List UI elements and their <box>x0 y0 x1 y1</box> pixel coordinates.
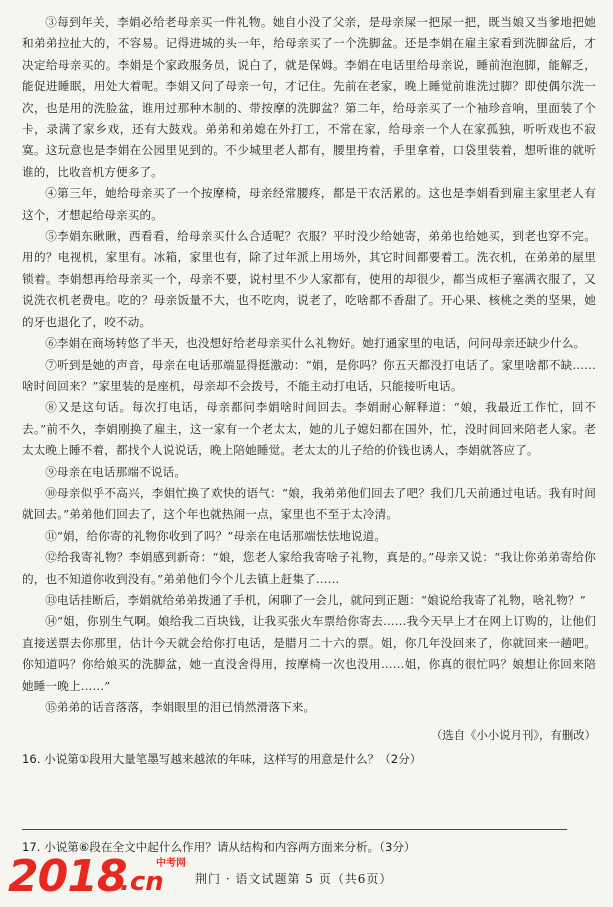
watermark-label: 中考网 <box>156 858 186 869</box>
paragraph-15: ⑮弟弟的话音落落，李娟眼里的泪已悄然滑落下来。 <box>45 700 316 714</box>
paragraph-6: ⑥李娟在商场转悠了半天，也没想好给老母亲买什么礼物好。她打通家里的电话，问问母亲还缺少什么。 <box>45 336 586 351</box>
paragraph-11: ⑪“娟，给你寄的礼物你收到了吗？”母亲在电话那端怯怯地说道。 <box>45 528 387 543</box>
paragraph-14: ⑭“姐，你别生气啊。娘给我二百块钱，让我买张火车票给你寄去……我今天早上才在网上订购的，让他们直接送票去你那里，估计今天就会给你打电话，是腊月二十六的票。姐，你几年没回来了，你就回来一趟吧。你知道吗？你给娘买的洗脚盆，她一直没舍得用，按摩椅一次也没用……姐，你真的很忙吗？娘想让你回来陪她睡一晚上……” <box>22 614 596 693</box>
source-citation: （选自《小小说月刊》，有删改） <box>430 728 596 743</box>
exam-page <box>22 12 596 770</box>
answer-line-divider <box>22 829 567 830</box>
paragraph-13: ⑬电话挂断后，李娟就给弟弟拨通了手机，闲聊了一会儿，就问到正题：“娘说给我寄了礼物，啥礼物？” <box>45 592 586 607</box>
site-watermark-logo <box>8 852 198 904</box>
paragraph-12: ⑫给我寄礼物？李娟感到新奇：“娘，您老人家给我寄啥子礼物，真是的。”母亲又说：“我让你弟弟寄给你的，也不知道你收到没有。”弟弟他们今个儿去镇上赶集了…… <box>22 550 596 586</box>
paragraph-7: ⑦听到是她的声音，母亲在电话那端显得挺激动：“娟，是你吗？你五天都没打电话了。家里啥都不缺……啥时间回来？”家里装的是座机，母亲却不会拨号，不能主动打电话，只能接听电话。 <box>22 357 596 393</box>
watermark-domain: .cn <box>120 867 164 897</box>
watermark-brand: 2018 <box>8 851 127 902</box>
page-footer: 荆门 · 语文试题第 5 页（共6页） <box>195 872 393 886</box>
paragraph-3: ③每到年关，李娟必给老母亲买一件礼物。她自小没了父亲，是母亲屎一把尿一把，既当娘又当爹地把她和弟弟拉扯大的，不容易。记得进城的头一年，给母亲买了一个洗脚盆。还是李娟在雇主家看到洗脚盆后，才决定给母亲买的。李娟是个家政服务员，说白了，就是保姆。李娟在电话里给母亲说，睡前泡泡脚，能解乏，能促进睡眠，用处大着呢。李娟又问了母亲一句，才记住。先前在老家，晚上睡觉前谁洗过脚？即使偶尔洗一次，也是用的洗脸盆，谁用过那种木制的、带按摩的洗脚盆？第二年，给母亲买了一个袖珍音响，里面装了个卡，录满了家乡戏，还有大鼓戏。弟弟和弟媳在外打工，不常在家，给母亲一个人在家孤独，听听戏也不寂寞。这玩意也是李娟在公园里见到的。不少城里老人都有，腰里挎着，手里拿着，口袋里装着，想听谁的就听谁的，比收音机方便多了。 <box>22 15 596 179</box>
paragraph-8: ⑧又是这句话。每次打电话，母亲都问李娟啥时间回去。李娟耐心解释道：“娘，我最近工作忙，回不去。”前不久，李娟刚换了雇主，这一家有一个老太太，她的儿子媳妇都在国外，忙，没时间回来陪老人家。老太太晚上睡不着，都找个人说说话，晚上陪她睡觉。老太太的儿子给的价钱也诱人，李娟就答应了。 <box>22 400 596 458</box>
paragraph-10: ⑩母亲似乎不高兴，李娟忙换了欢快的语气：“娘，我弟弟他们回去了吧？我们几天前通过电话。我有时间就回去。”弟弟他们回去了，这个年也就热闹一点，家里也不至于太冷清。 <box>22 485 596 522</box>
paragraph-5: ⑤李娟东瞅瞅，西看看，给母亲买什么合适呢？衣服？平时没少给她寄，弟弟也给她买，到老也穿不完。用的？电视机，家里有。冰箱，家里也有，除了过年派上用场外，其它时间都要着工。洗衣机，在弟弟的屋里锁着。李娟想再给母亲买一个，母亲不要，说村里不少人家都有，使用的却很少，都当成柜子塞满衣服了，又说洗衣机老费电。吃的？母亲饭量不大，也不吃肉，说老了，吃啥都不香甜了。开心果、核桃之类的坚果，她的牙也退化了，咬不动。 <box>22 229 596 329</box>
paragraph-4: ④第三年，她给母亲买了一个按摩椅，母亲经常腰疼，都是干农活累的。这也是李娟看到雇主家里老人有这个，才想起给母亲买的。 <box>22 186 596 222</box>
question-17: 17. 小说第⑥段在全文中起什么作用？请从结构和内容两方面来分析。（3分） <box>22 840 416 854</box>
paragraph-9: ⑨母亲在电话那端不说话。 <box>45 464 187 479</box>
question-16: 16. 小说第①段用大量笔墨写越来越浓的年味，这样写的用意是什么？（2分） <box>22 752 422 767</box>
